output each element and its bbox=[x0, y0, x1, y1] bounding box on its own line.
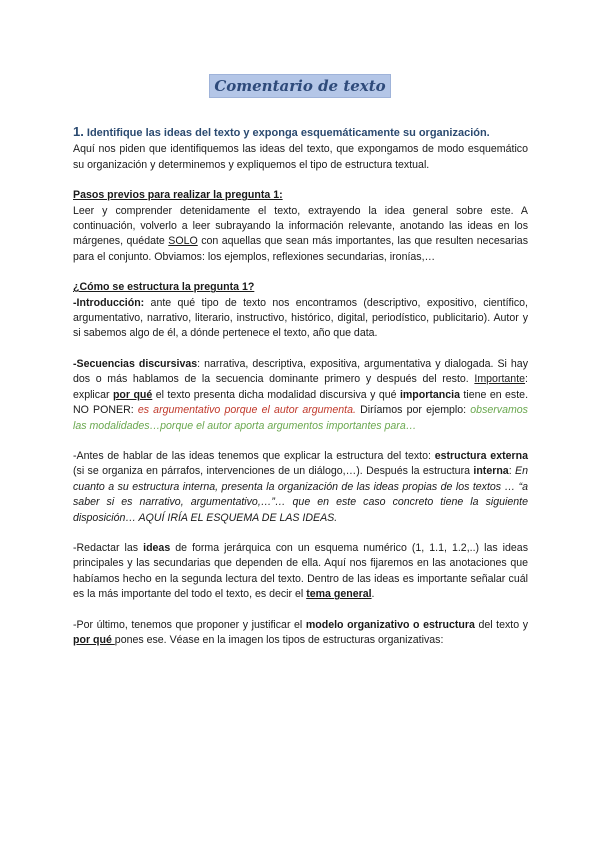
interna-example: En cuanto a su estructura interna, presenta la organización de las ideas propias de los textos … “a saber si es narrativo, argumentativo,…”… que en este caso concreto tiene la siguiente disposición… AQUÍ IRÍA EL ESQUEMA DE LAS IDEAS. bbox=[73, 465, 528, 524]
question-number: 1. bbox=[73, 124, 84, 139]
modelo-emphasis: modelo organizativo o estructura bbox=[305, 618, 475, 631]
good-example: observamos las modalidades…porque el autor aporta argumentos importantes para… bbox=[73, 404, 528, 432]
tema-general-emphasis: tema general bbox=[306, 588, 372, 601]
ideas-paragraph: -Antes de hablar de las ideas tenemos que explicar la estructura del texto: estructura externa (si se organiza en párrafos, intervenciones de un diálogo,…). Después la estructura interna: En cuanto a su estructura interna, presenta la organización de las ideas propias de los textos … “a saber si es narrativo, argumentativo,…”… que en este caso concreto tiene la siguiente disposición… AQUÍ IRÍA EL ESQUEMA DE LAS IDEAS. bbox=[73, 449, 528, 524]
ultimo-paragraph: -Por último, tenemos que proponer y justificar el modelo organizativo o estructura del texto y por qué pones ese. Véase en la imagen los tipos de estructuras organizativas: bbox=[73, 618, 528, 646]
document-title: Comentario de texto bbox=[209, 74, 390, 98]
document-body bbox=[73, 124, 528, 648]
pasos-heading: Pasos previos para realizar la pregunta 1: bbox=[73, 189, 283, 202]
estructura-heading: ¿Cómo se estructura la pregunta 1? bbox=[73, 281, 255, 294]
redactar-paragraph: -Redactar las ideas de forma jerárquica con un esquema numérico (1, 1.1, 1.2,..) las ideas principales y las secundarias que dependen de ella. Aquí nos fijaremos en las anotaciones que habíamos hecho en la segunda lectura del texto. Dentro de las ideas es importante señalar cuál es la más importante del todo el texto, es decir el tema general. bbox=[73, 541, 528, 601]
ideas-emphasis: ideas bbox=[143, 541, 171, 554]
question-intro: Aquí nos piden que identifiquemos las ideas del texto, que expongamos de modo esquemático su organización y determinemos y expliquemos el tipo de estructura textual. bbox=[73, 143, 528, 171]
question-1-heading bbox=[73, 124, 528, 141]
wrong-example: es argumentativo porque el autor argumenta. bbox=[137, 404, 356, 417]
question-text: Identifique las ideas del texto y exponga esquemáticamente su organización. bbox=[86, 127, 490, 139]
porque-emphasis: por qué bbox=[112, 388, 153, 401]
secuencias-label: -Secuencias discursivas bbox=[73, 357, 198, 370]
pasos-paragraph: Leer y comprender detenidamente el texto, extrayendo la idea general sobre este. A continuación, volverlo a leer subrayando la información relevante, anotando las ideas en los márgenes, quédate SOLO con aquellas que sean más importantes, las que resulten necesarias para el conjunto. Obviamos: los ejemplos, reflexiones secundarias, ironías,… bbox=[73, 204, 528, 263]
solo-emphasis: SOLO bbox=[168, 235, 198, 248]
importancia-emphasis: importancia bbox=[399, 388, 460, 401]
introduccion-label: -Introducción: bbox=[73, 296, 145, 309]
importante-emphasis: Importante bbox=[474, 373, 526, 386]
introduccion-paragraph: -Introducción: ante qué tipo de texto nos encontramos (descriptivo, expositivo, científico, argumentativo, narrativo, literario, instructivo, histórico, digital, periodístico, publicitario). Autor y si sabemos algo de él, a dónde pertenece el texto, año que data. bbox=[73, 296, 528, 340]
porque-ultimo-emphasis: por qué bbox=[73, 633, 115, 646]
secuencias-paragraph: -Secuencias discursivas: narrativa, descriptiva, expositiva, argumentativa y dialogada. Si hay dos o más hablamos de la secuencia dominante primero y después del resto. Importante: explicar por qué el texto presenta dicha modalidad discursiva y qué importancia tiene en este. NO PONER: es argumentativo porque el autor argumenta. Diríamos por ejemplo: observamos las modalidades…porque el autor aporta argumentos importantes para… bbox=[73, 357, 529, 432]
title-wrap bbox=[0, 74, 600, 98]
estructura-externa-emphasis: estructura externa bbox=[434, 449, 528, 462]
interna-emphasis: interna bbox=[473, 465, 509, 478]
